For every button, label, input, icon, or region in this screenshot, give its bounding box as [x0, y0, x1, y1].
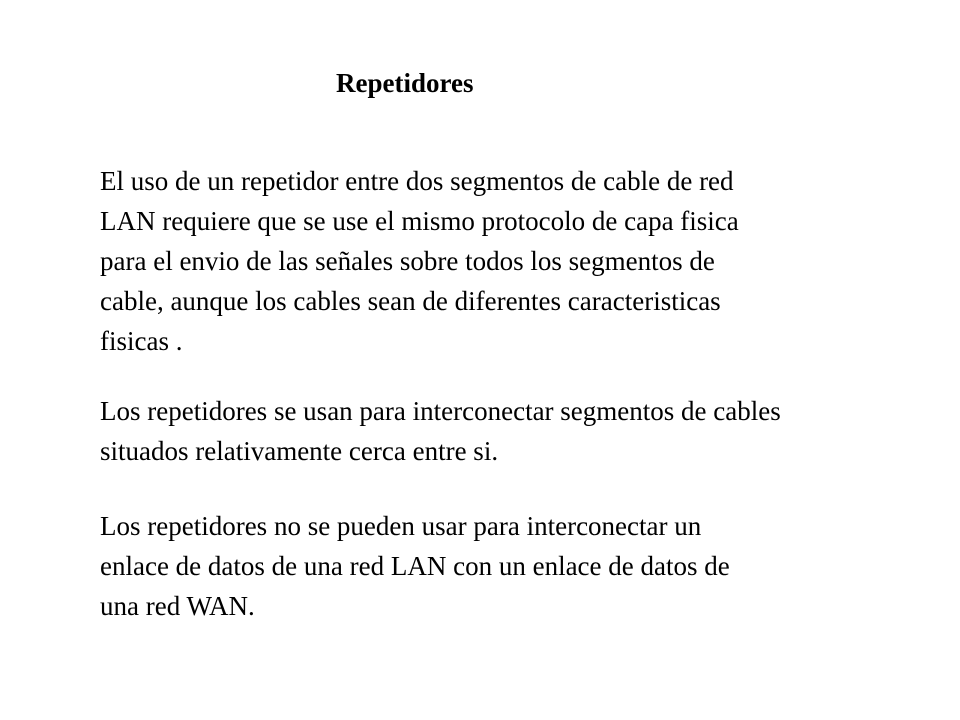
paragraph-line: para el envio de las señales sobre todos los segmentos de: [100, 246, 715, 276]
slide-title: Repetidores: [336, 68, 474, 98]
paragraph-line: El uso de un repetidor entre dos segmentos de cable de red: [100, 166, 734, 196]
paragraph-line: una red WAN.: [100, 591, 255, 621]
paragraph-repeater-limitation: [100, 506, 730, 626]
paragraph-line: LAN requiere que se use el mismo protocolo de capa fisica: [100, 206, 739, 236]
paragraph-line: situados relativamente cerca entre si.: [100, 436, 499, 466]
paragraph-repeater-protocol: [100, 161, 739, 361]
paragraph-line: Los repetidores no se pueden usar para interconectar un: [100, 511, 702, 541]
paragraph-line: fisicas .: [100, 326, 183, 356]
paragraph-line: enlace de datos de una red LAN con un enlace de datos de: [100, 551, 730, 581]
paragraph-repeater-use: [100, 391, 781, 471]
paragraph-line: cable, aunque los cables sean de diferentes caracteristicas: [100, 286, 721, 316]
paragraph-line: Los repetidores se usan para interconectar segmentos de cables: [100, 396, 781, 426]
